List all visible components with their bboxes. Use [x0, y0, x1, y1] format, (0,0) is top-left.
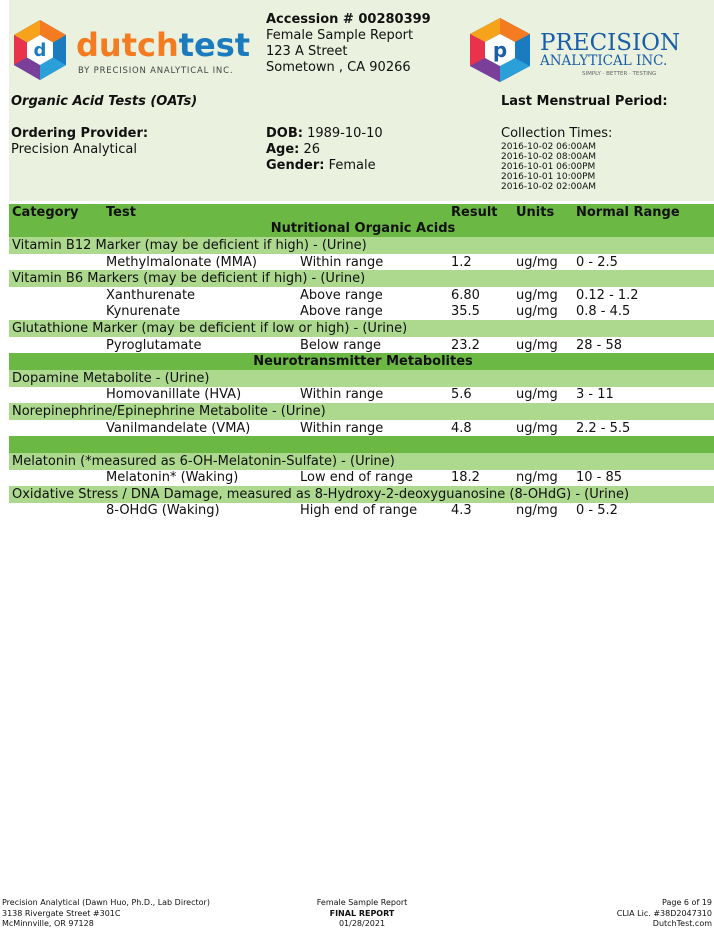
footer-website: DutchTest.com: [652, 919, 712, 928]
cell-units: ug/mg: [513, 254, 573, 271]
col-result-header: Result: [448, 204, 513, 221]
cell-test: Kynurenate: [103, 304, 297, 321]
accession-number: Accession # 00280399: [266, 12, 431, 27]
cell-category: [9, 287, 103, 304]
precision-analytical-logo: [464, 14, 694, 86]
cell-units: ug/mg: [513, 337, 573, 354]
collection-time: 2016-10-01 10:00PM: [501, 172, 596, 182]
cell-range: 28 - 58: [573, 337, 714, 354]
footer-city: McMinnville, OR 97128: [2, 919, 94, 928]
cell-range: 0.12 - 1.2: [573, 287, 714, 304]
table-row: [9, 503, 714, 520]
test-title: Organic Acid Tests (OATs): [11, 94, 198, 109]
group-title: Oxidative Stress / DNA Damage, measured as 8-Hydroxy-2-deoxyguanosine (8-OHdG) - (Urine): [9, 486, 714, 503]
footer-page-number: Page 6 of 19: [662, 898, 712, 907]
table-row: [9, 254, 714, 271]
footer-report-name: Female Sample Report: [316, 898, 408, 907]
cell-units: ug/mg: [513, 420, 573, 437]
patient-info: [266, 12, 431, 76]
cell-status: High end of range: [297, 503, 448, 520]
cell-status: Above range: [297, 287, 448, 304]
ordering-provider: [11, 126, 148, 158]
col-category-header: Category: [9, 204, 103, 221]
cell-result: 4.3: [448, 503, 513, 520]
dutch-test-logo: [10, 18, 255, 82]
analytical-wordmark: ANALYTICAL INC.: [540, 53, 668, 69]
cell-test: Homovanillate (HVA): [103, 387, 297, 404]
table-row: [9, 337, 714, 354]
cell-test: Xanthurenate: [103, 287, 297, 304]
dutch-wordmark: dutchtest: [76, 26, 251, 64]
collection-time: 2016-10-02 02:00AM: [501, 182, 597, 192]
col-status-header: [297, 204, 448, 221]
group-header-row: [9, 320, 714, 337]
table-row: [9, 470, 714, 487]
cell-status: Within range: [297, 254, 448, 271]
col-test-header: Test: [103, 204, 297, 221]
cell-test: Methylmalonate (MMA): [103, 254, 297, 271]
cell-category: [9, 337, 103, 354]
group-title: Vitamin B12 Marker (may be deficient if high) - (Urine): [9, 237, 714, 254]
group-header-row: [9, 486, 714, 503]
collection-time: 2016-10-02 08:00AM: [501, 152, 597, 162]
cell-result: 23.2: [448, 337, 513, 354]
cell-result: 4.8: [448, 420, 513, 437]
footer-report-info: [262, 898, 462, 930]
cell-range: 0 - 2.5: [573, 254, 714, 271]
cell-units: ug/mg: [513, 304, 573, 321]
table-row: [9, 420, 714, 437]
cell-result: 5.6: [448, 387, 513, 404]
cell-category: [9, 420, 103, 437]
results-table: [9, 204, 714, 519]
spacer-row: [9, 436, 714, 453]
cell-status: Within range: [297, 420, 448, 437]
group-title: Vitamin B6 Markers (may be deficient if high) - (Urine): [9, 270, 714, 287]
cell-units: ug/mg: [513, 387, 573, 404]
collection-time: 2016-10-02 06:00AM: [501, 142, 597, 152]
dutch-tagline: BY PRECISION ANALYTICAL INC.: [78, 66, 234, 76]
precision-hexagon-icon: [470, 18, 530, 82]
cell-status: Low end of range: [297, 470, 448, 487]
age: Age: 26: [266, 142, 321, 157]
cell-result: 1.2: [448, 254, 513, 271]
table-row: [9, 387, 714, 404]
group-title: Dopamine Metabolite - (Urine): [9, 370, 714, 387]
cell-category: [9, 304, 103, 321]
cell-result: 6.80: [448, 287, 513, 304]
precision-tagline: SIMPLY · BETTER · TESTING: [582, 71, 657, 77]
col-range-header: Normal Range: [573, 204, 714, 221]
cell-range: 2.2 - 5.5: [573, 420, 714, 437]
gender: Gender: Female: [266, 158, 376, 173]
cell-category: [9, 503, 103, 520]
svg-text:p: p: [492, 38, 508, 62]
section-header-row: [9, 221, 714, 238]
cell-result: 18.2: [448, 470, 513, 487]
cell-category: [9, 470, 103, 487]
group-header-row: [9, 403, 714, 420]
cell-range: 3 - 11: [573, 387, 714, 404]
cell-units: ng/mg: [513, 470, 573, 487]
precision-wordmark: PRECISION: [540, 30, 681, 56]
collection-times-label: Collection Times:: [501, 126, 613, 141]
dob: DOB: 1989-10-10: [266, 126, 383, 141]
cell-range: 10 - 85: [573, 470, 714, 487]
svg-text:d: d: [33, 40, 47, 61]
cell-category: [9, 254, 103, 271]
group-title: Melatonin (*measured as 6-OH-Melatonin-Sulfate) - (Urine): [9, 453, 714, 470]
group-header-row: [9, 237, 714, 254]
cell-units: ng/mg: [513, 503, 573, 520]
cell-status: Within range: [297, 387, 448, 404]
footer-street: 3138 Rivergate Street #301C: [2, 908, 121, 918]
cell-result: 35.5: [448, 304, 513, 321]
cell-test: Melatonin* (Waking): [103, 470, 297, 487]
group-header-row: [9, 270, 714, 287]
group-header-row: [9, 370, 714, 387]
address-line-2: Sometown , CA 90266: [266, 60, 411, 75]
collection-times: [501, 126, 612, 192]
section-title: Nutritional Organic Acids: [9, 221, 714, 238]
last-menstrual-period-label: Last Menstrual Period:: [501, 94, 668, 109]
ordering-provider-value: Precision Analytical: [11, 142, 137, 157]
dutch-hexagon-icon: [14, 20, 66, 80]
collection-times-list: [501, 142, 612, 192]
cell-range: 0 - 5.2: [573, 503, 714, 520]
table-header-row: [9, 204, 714, 221]
table-row: [9, 304, 714, 321]
cell-test: 8-OHdG (Waking): [103, 503, 297, 520]
ordering-provider-label: Ordering Provider:: [11, 126, 149, 141]
cell-units: ug/mg: [513, 287, 573, 304]
patient-demographics: [266, 126, 383, 174]
group-title: Norepinephrine/Epinephrine Metabolite - (Urine): [9, 403, 714, 420]
footer-lab-director: Precision Analytical (Dawn Huo, Ph.D., Lab Director): [2, 898, 210, 907]
section-title: Neurotransmitter Metabolites: [9, 353, 714, 370]
cell-category: [9, 387, 103, 404]
footer-final-report: FINAL REPORT: [329, 908, 395, 918]
cell-status: Above range: [297, 304, 448, 321]
col-units-header: Units: [513, 204, 573, 221]
cell-test: Vanilmandelate (VMA): [103, 420, 297, 437]
address-line-1: 123 A Street: [266, 44, 348, 59]
collection-time: 2016-10-01 06:00PM: [501, 162, 596, 172]
footer-date: 01/28/2021: [338, 919, 386, 928]
cell-test: Pyroglutamate: [103, 337, 297, 354]
footer-page-info: [617, 898, 712, 930]
group-header-row: [9, 453, 714, 470]
report-name: Female Sample Report: [266, 28, 414, 43]
spacer-cell: [9, 436, 714, 453]
table-row: [9, 287, 714, 304]
cell-range: 0.8 - 4.5: [573, 304, 714, 321]
footer-lab-info: [2, 898, 210, 930]
group-title: Glutathione Marker (may be deficient if low or high) - (Urine): [9, 320, 714, 337]
cell-status: Below range: [297, 337, 448, 354]
section-header-row: [9, 353, 714, 370]
footer-clia: CLIA Lic. #38D2047310: [616, 908, 712, 918]
